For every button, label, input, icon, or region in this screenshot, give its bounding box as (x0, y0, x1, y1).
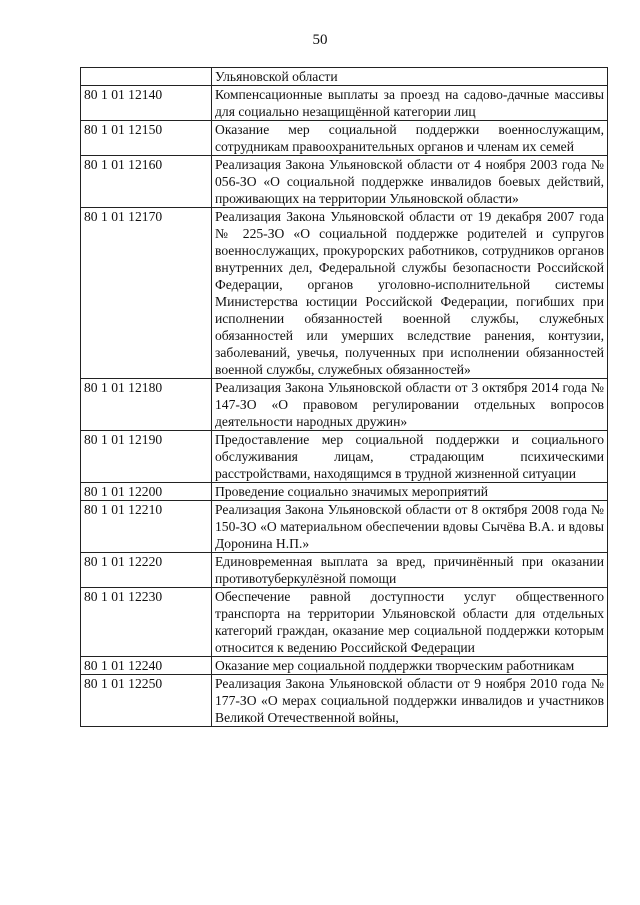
row-code: 80 1 01 12210 (81, 501, 212, 553)
row-description: Компенсационные выплаты за проезд на садово-дачные массивы для социально незащищённой категории лиц (212, 86, 608, 121)
page-number: 50 (312, 32, 328, 48)
row-code (81, 68, 212, 86)
table-row (81, 675, 608, 727)
row-description: Обеспечение равной доступности услуг общественного транспорта на территории Ульяновской области для отдельных категорий граждан, оказание мер социальной поддержки которым относится к ведению Российской Федерации (212, 588, 608, 657)
row-description: Проведение социально значимых мероприятий (212, 483, 608, 501)
table-row (81, 68, 608, 86)
table-row (81, 156, 608, 208)
table-row (81, 86, 608, 121)
row-code: 80 1 01 12250 (81, 675, 212, 727)
row-code: 80 1 01 12150 (81, 121, 212, 156)
row-code: 80 1 01 12160 (81, 156, 212, 208)
table-row (81, 121, 608, 156)
budget-classification-table (80, 67, 608, 727)
row-description: Единовременная выплата за вред, причинённый при оказании противотуберкулёзной помощи (212, 553, 608, 588)
table-row (81, 657, 608, 675)
table-row (81, 588, 608, 657)
row-code: 80 1 01 12220 (81, 553, 212, 588)
table-row (81, 501, 608, 553)
row-description: Предоставление мер социальной поддержки и социального обслуживания лицам, страдающим психическими расстройствами, находящимся в трудной жизненной ситуации (212, 431, 608, 483)
table-row (81, 431, 608, 483)
table-row (81, 483, 608, 501)
row-code: 80 1 01 12240 (81, 657, 212, 675)
table-row (81, 553, 608, 588)
row-code: 80 1 01 12170 (81, 208, 212, 379)
row-description: Оказание мер социальной поддержки военнослужащим, сотрудникам правоохранительных органов и членам их семей (212, 121, 608, 156)
row-description: Реализация Закона Ульяновской области от 3 октября 2014 года № 147-ЗО «О правовом регулировании отдельных вопросов деятельности народных дружин» (212, 379, 608, 431)
row-code: 80 1 01 12180 (81, 379, 212, 431)
row-description: Реализация Закона Ульяновской области от 8 октября 2008 года № 150-ЗО «О материальном обеспечении вдовы Сычёва В.А. и вдовы Доронина Н.П.» (212, 501, 608, 553)
row-code: 80 1 01 12230 (81, 588, 212, 657)
row-code: 80 1 01 12140 (81, 86, 212, 121)
row-code: 80 1 01 12190 (81, 431, 212, 483)
table-row (81, 208, 608, 379)
table-row (81, 379, 608, 431)
row-description: Реализация Закона Ульяновской области от 4 ноября 2003 года № 056-ЗО «О социальной поддержке инвалидов боевых действий, проживающих на территории Ульяновской области» (212, 156, 608, 208)
row-description: Ульяновской области (212, 68, 608, 86)
row-description: Реализация Закона Ульяновской области от 9 ноября 2010 года № 177-ЗО «О мерах социальной поддержки инвалидов и участников Великой Отечественной войны, (212, 675, 608, 727)
row-description: Реализация Закона Ульяновской области от 19 декабря 2007 года № 225-ЗО «О социальной поддержке родителей и супругов военнослужащих, прокурорских работников, сотрудников органов внутренних дел, Федеральной службы безопасности Российской Федерации, органов уголовно-исполнительной системы Министерства юстиции Российской Федерации, погибших при исполнении обязанностей военной службы, служебных обязанностей или умерших вследствие ранения, контузии, заболеваний, увечья, полученных при исполнении обязанностей военной службы, служебных обязанностей» (212, 208, 608, 379)
row-code: 80 1 01 12200 (81, 483, 212, 501)
row-description: Оказание мер социальной поддержки творческим работникам (212, 657, 608, 675)
